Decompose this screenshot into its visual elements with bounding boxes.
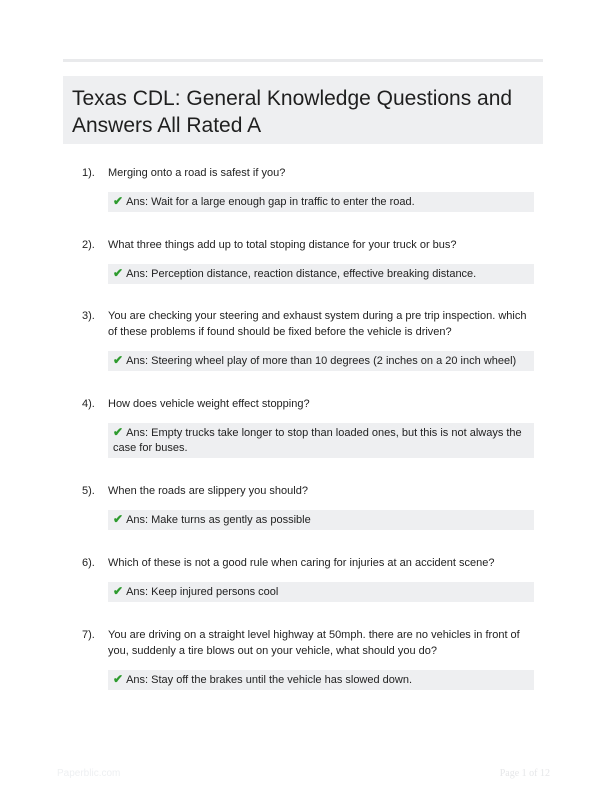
answer-text: Ans: Perception distance, reaction distance, effective breaking distance. xyxy=(126,268,477,280)
question-text: Merging onto a road is safest if you? xyxy=(108,167,286,179)
answer-box xyxy=(108,423,534,458)
check-icon: ✔ xyxy=(113,266,124,280)
question-number: 4). xyxy=(82,398,95,410)
question-number: 1). xyxy=(82,167,95,179)
answer-text: Ans: Stay off the brakes until the vehicle has slowed down. xyxy=(126,674,413,686)
question-number: 2). xyxy=(82,239,95,251)
question-item xyxy=(63,237,543,284)
question-text: You are checking your steering and exhaust system during a pre trip inspection. which of these problems if found should be fixed before the vehicle is driven? xyxy=(108,310,527,338)
question-item xyxy=(63,555,543,602)
answer-text: Ans: Wait for a large enough gap in traffic to enter the road. xyxy=(126,196,415,208)
question-item xyxy=(63,308,543,371)
check-icon: ✔ xyxy=(113,425,124,439)
check-icon: ✔ xyxy=(113,194,124,208)
answer-box xyxy=(108,582,534,602)
answer-box xyxy=(108,510,534,530)
question-list xyxy=(63,165,543,690)
question-number: 7). xyxy=(82,629,95,641)
question-item xyxy=(63,483,543,530)
question-text: When the roads are slippery you should? xyxy=(108,485,308,497)
check-icon: ✔ xyxy=(113,672,124,686)
answer-text: Ans: Empty trucks take longer to stop than loaded ones, but this is not always the case for buses. xyxy=(113,427,522,454)
answer-text: Ans: Steering wheel play of more than 10 degrees (2 inches on a 20 inch wheel) xyxy=(126,355,517,367)
title-banner xyxy=(63,76,543,144)
question-text: How does vehicle weight effect stopping? xyxy=(108,398,310,410)
page-number: Page 1 of 12 xyxy=(499,768,550,779)
answer-box xyxy=(108,351,534,371)
answer-box xyxy=(108,264,534,284)
answer-text: Ans: Keep injured persons cool xyxy=(126,586,279,598)
check-icon: ✔ xyxy=(113,584,124,598)
question-item xyxy=(63,165,543,212)
check-icon: ✔ xyxy=(113,512,124,526)
footer-watermark: Paperblic.com xyxy=(57,768,121,779)
question-item xyxy=(63,396,543,458)
question-number: 3). xyxy=(82,310,95,322)
question-number: 6). xyxy=(82,557,95,569)
question-item xyxy=(63,627,543,690)
answer-box xyxy=(108,670,534,690)
question-number: 5). xyxy=(82,485,95,497)
answer-text: Ans: Make turns as gently as possible xyxy=(126,514,311,526)
check-icon: ✔ xyxy=(113,353,124,367)
question-text: What three things add up to total stoping distance for your truck or bus? xyxy=(108,239,457,251)
question-text: You are driving on a straight level highway at 50mph. there are no vehicles in front of you, suddenly a tire blows out on your vehicle, what should you do? xyxy=(108,629,520,657)
page-title: Texas CDL: General Knowledge Questions and Answers All Rated A xyxy=(72,87,513,137)
answer-box xyxy=(108,192,534,212)
top-divider xyxy=(63,59,543,62)
question-text: Which of these is not a good rule when caring for injuries at an accident scene? xyxy=(108,557,495,569)
